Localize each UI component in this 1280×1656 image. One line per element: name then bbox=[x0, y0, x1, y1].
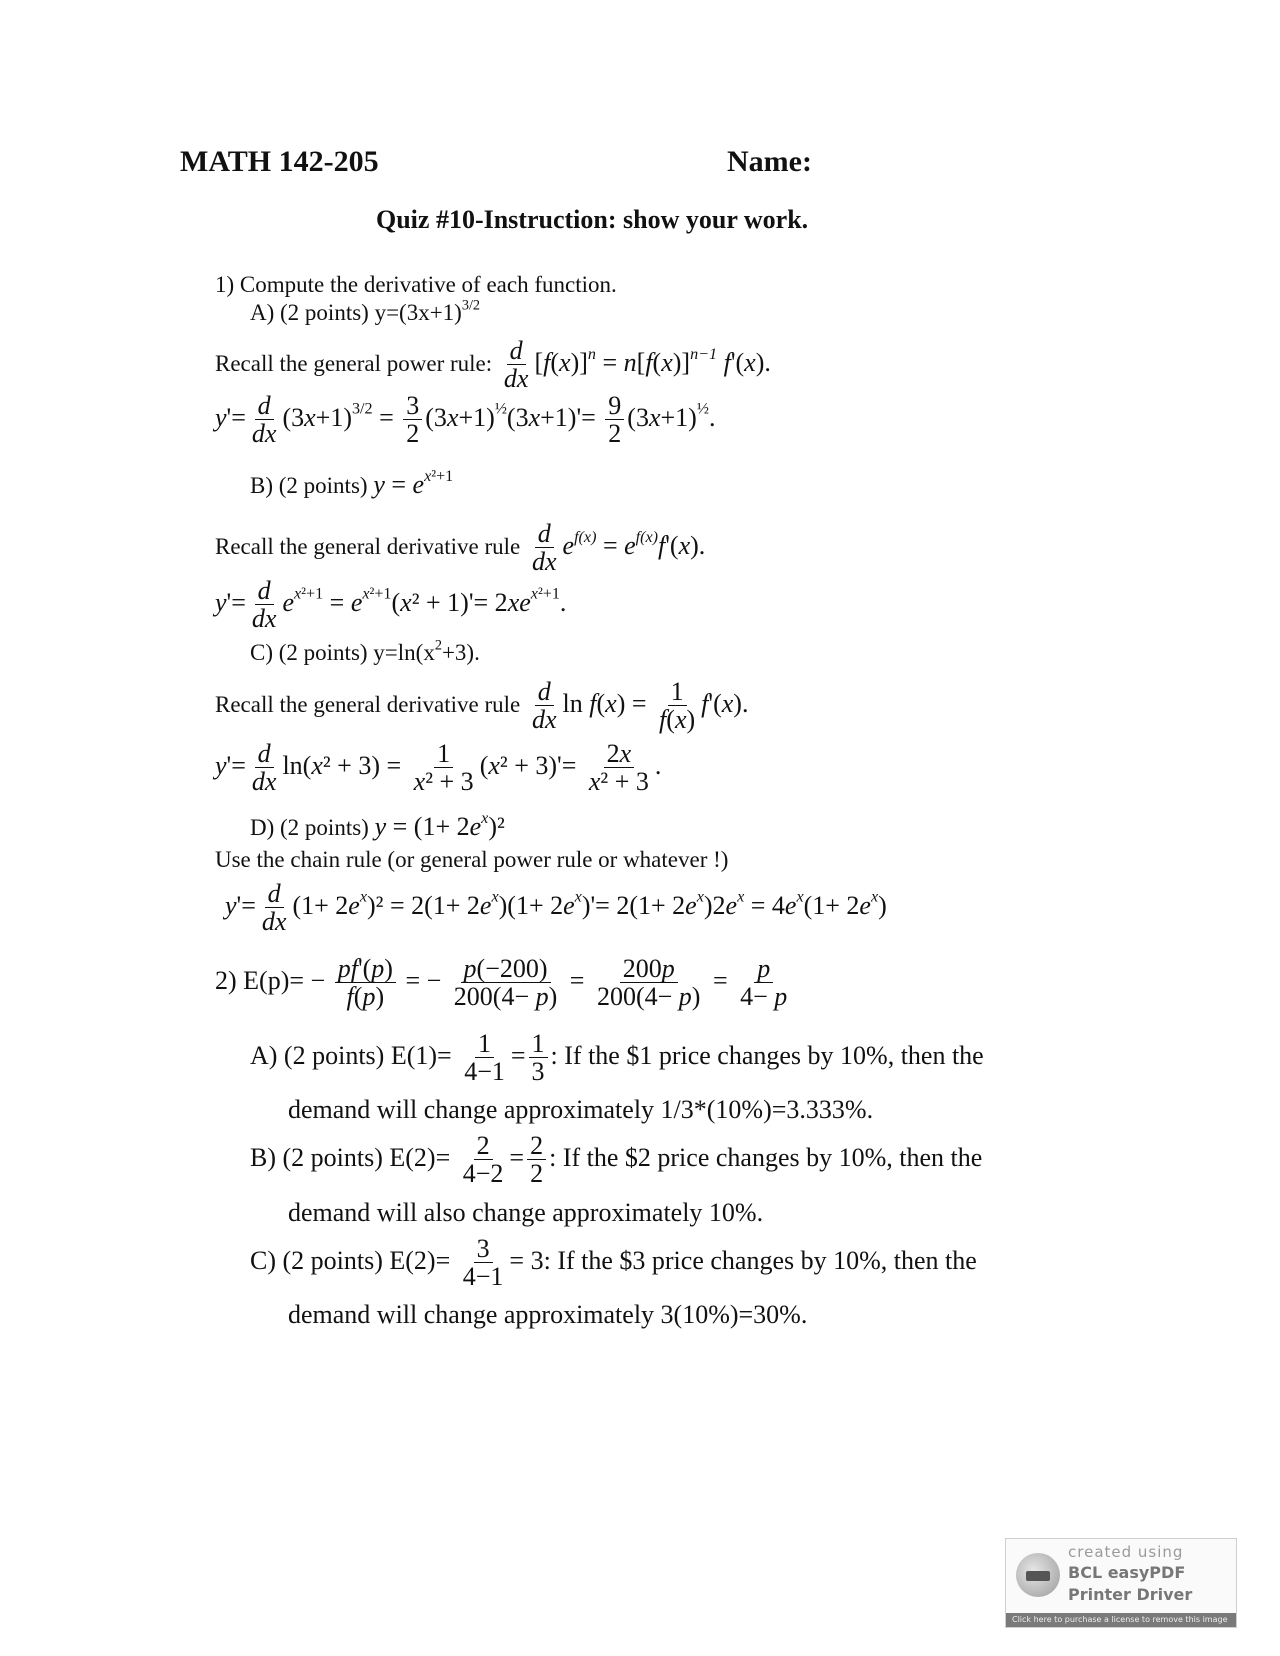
printer-icon bbox=[1016, 1553, 1060, 1597]
bcl-easypdf-watermark[interactable] bbox=[1005, 1538, 1237, 1628]
q2b-text1: : If the $2 price changes by 10%, then the bbox=[549, 1142, 983, 1172]
q1d-label-row bbox=[250, 809, 505, 842]
q1d-function: $y = (1+ 2e^x)^2$ bbox=[374, 809, 505, 841]
q1-intro: 1) Compute the derivative of each function. bbox=[215, 272, 617, 297]
q2c-text1: : If the $3 price changes by 10%, then the bbox=[543, 1245, 977, 1275]
q2c-text2: demand will change approximately 3(10%)=30%. bbox=[288, 1300, 808, 1329]
q2-elasticity: 2) E(p)= − $\frac{pf'(p)}{f(p)}$ = − $\frac{p(-200)}{200(4- p)}$ = $\frac{200p}{200(4- p)}$ = $\frac{p}{4- p}$ bbox=[215, 954, 788, 1012]
q2a-text1: : If the $1 price changes by 10%, then the bbox=[550, 1040, 984, 1070]
q1d-note: Use the chain rule (or general power rule or whatever !) bbox=[215, 847, 729, 872]
q1b-label: B) (2 points) bbox=[250, 473, 368, 498]
watermark-purchase-link[interactable]: Click here to purchase a license to remove this image bbox=[1006, 1613, 1236, 1627]
q1c-label: C) (2 points) $y=\ln(x^2+3)$. bbox=[250, 637, 480, 665]
q1d-label: D) (2 points) bbox=[250, 815, 369, 840]
q1c-recall-row bbox=[215, 678, 748, 734]
q1a-recall-row bbox=[215, 337, 771, 393]
q2a-text2: demand will change approximately 1/3*(10%)=3.333%. bbox=[288, 1095, 874, 1124]
q1a-recall-text: Recall the general power rule: bbox=[215, 350, 493, 376]
watermark-line3: Printer Driver bbox=[1068, 1585, 1193, 1604]
quiz-title: Quiz #10-Instruction: show your work. bbox=[376, 205, 809, 234]
exp-rule-formula: $\frac{d}{dx}$ $e^{f(x)} = e^{f(x)}f'(x)$. bbox=[531, 519, 706, 577]
watermark-line2: BCL easyPDF bbox=[1068, 1563, 1186, 1582]
q1a-label: A) (2 points) $y=(3x+1)^{3/2}$ bbox=[250, 297, 481, 325]
log-rule-formula: $\frac{d}{dx}$ ln f(x) = $\frac{1}{f(x)}$ f'(x). bbox=[531, 677, 749, 735]
q1b-solution: y'= $\frac{d}{dx}$ $e^{x^2+1} = e^{x^2+1}(x^2 + 1)'= 2xe^{x^2+1}$. bbox=[215, 576, 567, 634]
q2a-label: A) (2 points) E(1)= bbox=[250, 1040, 452, 1070]
q2b-row: B) (2 points) E(2)= $\frac{2}{4-2}$ = $\frac{2}{2}$ : If the $2 price changes by 10%, then the bbox=[250, 1131, 983, 1189]
q1c-solution: y'= $\frac{d}{dx}$ ln(x² + 3) = $\frac{1}{\text{x² + 3}}$ (x² + 3)'= $\frac{2x}{\text{x² + 3}}$ . bbox=[215, 739, 662, 797]
q1a-solution: y'= $\frac{d}{dx}$ $(3x+1)^{3/2}$ = $\frac{3}{2}$ $(3x+1)^{\frac{1}{2}}(3x+1)'=$ $\frac{9}{2}$ $(3x+1)^{\frac{1}{2}}$. bbox=[215, 391, 716, 449]
q2-label: 2) E(p)= bbox=[215, 965, 305, 995]
q1b-recall-text: Recall the general derivative rule bbox=[215, 533, 521, 559]
course-title: MATH 142-205 bbox=[180, 145, 379, 178]
q2b-text2: demand will also change approximately 10%. bbox=[288, 1198, 764, 1227]
q2c-label: C) (2 points) E(2)= bbox=[250, 1245, 451, 1275]
q1c-recall-text: Recall the general derivative rule bbox=[215, 691, 521, 717]
q2b-label: B) (2 points) E(2)= bbox=[250, 1142, 451, 1172]
q1b-recall-row bbox=[215, 520, 705, 576]
q1b-function: $y = e^{x^2+1}$ bbox=[373, 467, 454, 499]
q2a-row: A) (2 points) E(1)= $\frac{1}{4-1}$ = $\frac{1}{3}$ : If the $1 price changes by 10%, then the bbox=[250, 1029, 984, 1087]
power-rule-formula: $\frac{d}{dx}$ $[f(x)]^n = n[f(x)]^{n-1}$ f'(x). bbox=[503, 336, 771, 394]
q2c-row: C) (2 points) E(2)= $\frac{3}{4-1}$ = 3: If the $3 price changes by 10%, then the bbox=[250, 1234, 977, 1292]
watermark-line1: created using bbox=[1068, 1543, 1184, 1561]
q1d-solution: y'= $\frac{d}{dx}$ $(1+ 2e^x)^2 = 2(1+ 2e^x)(1+ 2e^x)'= 2(1+ 2e^x)2e^x = 4e^x(1+ 2e^x)$ bbox=[225, 879, 887, 937]
name-label: Name: bbox=[727, 145, 812, 178]
q1b-label-row bbox=[250, 467, 454, 500]
